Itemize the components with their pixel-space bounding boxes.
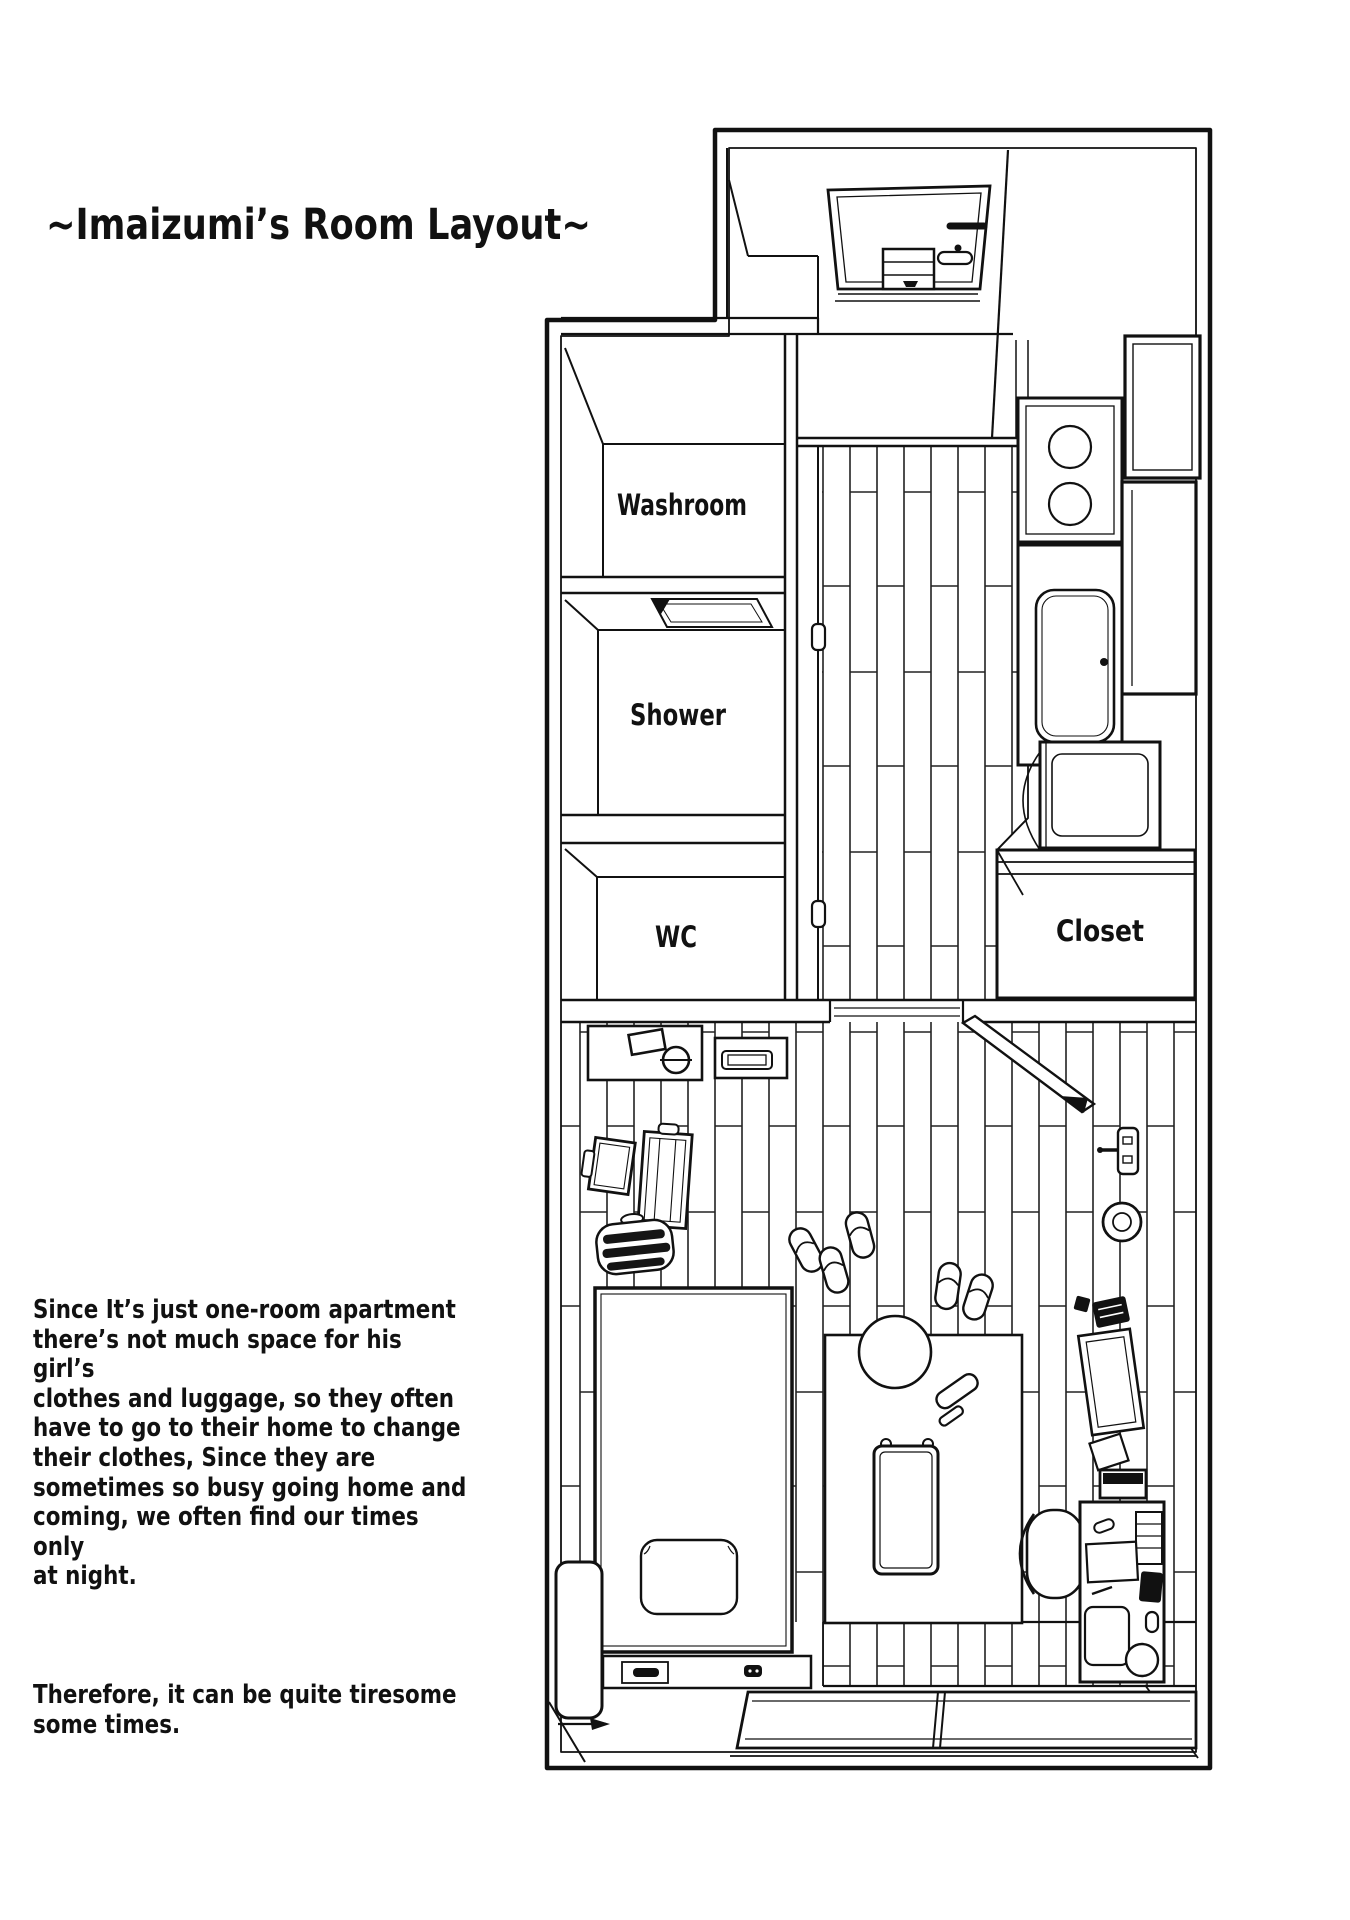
washing-machine (588, 1026, 702, 1080)
room-label-washroom: Washroom (617, 488, 747, 522)
main-room-top-wall (561, 1000, 1196, 1022)
shower-vent (652, 599, 772, 627)
room-label-shower: Shower (630, 698, 727, 732)
note-line: Since It’s just one-room apartment (33, 1295, 456, 1325)
note-line: have to go to their home to change (33, 1413, 461, 1444)
bed (595, 1288, 792, 1652)
suitcase-large (638, 1122, 693, 1228)
note-line: their clothes, Since they are (33, 1442, 376, 1473)
balcony-window (730, 1692, 1196, 1756)
kitchen-counter (1122, 482, 1196, 694)
bed-drawer (603, 1656, 811, 1688)
wet-area-walls (561, 318, 818, 1000)
room-label-wc: WC (655, 920, 697, 954)
low-table (874, 1439, 938, 1574)
waste-bin (1126, 1644, 1158, 1676)
wall-device (715, 1038, 787, 1078)
note-line: clothes and luggage, so they often (33, 1383, 455, 1414)
note-line: some times. (33, 1709, 181, 1740)
desk-chair (1020, 1510, 1083, 1598)
note-line: there’s not much space for his girl’s (33, 1324, 402, 1385)
note-line: at night. (33, 1561, 137, 1592)
notes-paragraph-1 (33, 1296, 470, 1592)
tape-roll (1103, 1203, 1141, 1241)
note-line: coming, we often find our times only (33, 1502, 419, 1562)
refrigerator (1023, 742, 1160, 850)
note-line: sometimes so busy going home and (33, 1472, 467, 1503)
pillow (641, 1540, 737, 1614)
floor-cushion (859, 1316, 931, 1388)
kitchen (1018, 336, 1200, 850)
kitchen-stove (1018, 398, 1122, 542)
floor-lamp (556, 1562, 610, 1730)
notes-text (33, 1296, 470, 1740)
kitchen-wall-cabinet (1125, 336, 1200, 478)
page-title: ~Imaizumi’s Room Layout~ (46, 200, 591, 250)
printer (1100, 1470, 1146, 1498)
notes-paragraph-2 (33, 1681, 470, 1740)
desk (1080, 1502, 1164, 1682)
shoe-cabinet (883, 249, 934, 289)
kitchen-sink (1018, 545, 1122, 765)
note-line: Therefore, it can be quite tiresome (33, 1679, 457, 1710)
room-label-closet: Closet (1056, 914, 1145, 948)
